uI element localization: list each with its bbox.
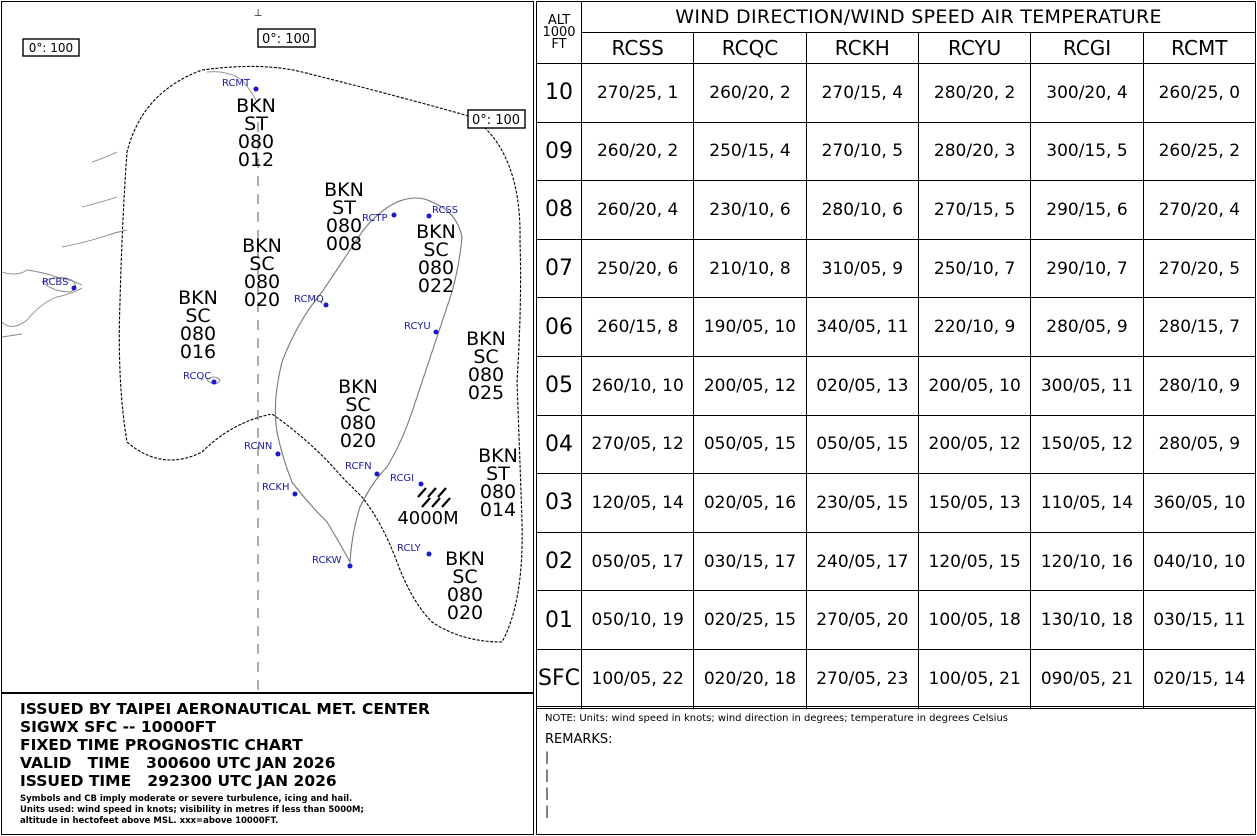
cloud-amount: BKN xyxy=(236,95,276,117)
station-dot xyxy=(72,286,77,291)
wind-temp-cell: 300/15, 5 xyxy=(1031,122,1143,181)
wind-temp-cell: 050/05, 17 xyxy=(582,532,694,591)
station-label: RCMQ xyxy=(294,294,324,305)
issuer-line: ISSUED BY TAIPEI AERONAUTICAL MET. CENTER xyxy=(20,700,430,718)
station-dot xyxy=(212,380,217,385)
cloud-amount: BKN xyxy=(445,548,485,570)
cloud-amount: BKN xyxy=(478,445,518,467)
cloud-type: ST xyxy=(244,113,268,135)
table-row xyxy=(537,181,1256,240)
wind-temp-cell: 260/15, 8 xyxy=(582,298,694,357)
station-label: RCTP xyxy=(362,213,388,224)
altitude-cell: 10 xyxy=(537,64,582,123)
table-row xyxy=(537,356,1256,415)
cloud-amount: BKN xyxy=(178,287,218,309)
wind-temp-cell: 280/10, 6 xyxy=(806,181,918,240)
wind-temp-cell: 100/05, 18 xyxy=(918,591,1030,650)
cloud-top: 080 xyxy=(467,364,505,386)
altitude-cell: 04 xyxy=(537,415,582,474)
table-row xyxy=(537,474,1256,533)
wind-temp-cell: 150/05, 12 xyxy=(1031,415,1143,474)
remark-line: | xyxy=(545,750,550,764)
cloud-top: 080 xyxy=(237,131,275,153)
cloud-amount: BKN xyxy=(242,235,282,257)
cloud-type: SC xyxy=(185,305,211,327)
wind-temp-cell: 270/05, 12 xyxy=(582,415,694,474)
wind-temp-cell: 200/05, 10 xyxy=(918,356,1030,415)
wind-temp-table xyxy=(536,1,1256,709)
wind-temp-cell: 050/10, 19 xyxy=(582,591,694,650)
haze-symbol xyxy=(418,488,450,507)
station-dot xyxy=(348,564,353,569)
cloud-type: SC xyxy=(249,253,275,275)
cloud-group xyxy=(324,179,364,255)
table-row xyxy=(537,64,1256,123)
wind-temp-cell: 250/20, 6 xyxy=(582,239,694,298)
wind-temp-cell: 200/05, 12 xyxy=(918,415,1030,474)
wind-temp-cell: 250/15, 4 xyxy=(694,122,806,181)
wind-temp-cell: 020/25, 15 xyxy=(694,591,806,650)
remark-line: | xyxy=(545,804,550,818)
cloud-base: 022 xyxy=(417,275,455,297)
table-row xyxy=(537,239,1256,298)
cloud-type: SC xyxy=(452,566,478,588)
wind-temp-cell: 270/20, 4 xyxy=(1143,181,1255,240)
altitude-cell: 05 xyxy=(537,356,582,415)
chart-kind-line: FIXED TIME PROGNOSTIC CHART xyxy=(20,736,303,754)
map-canvas xyxy=(2,2,533,692)
cloud-type: SC xyxy=(473,346,499,368)
wind-temp-cell: 090/05, 21 xyxy=(1031,649,1143,708)
alt-header-line: FT xyxy=(551,36,567,52)
alt-header-line: 1000 xyxy=(542,24,576,40)
remarks-label: REMARKS: xyxy=(545,732,613,747)
station-dot xyxy=(293,492,298,497)
wind-temp-cell: 190/05, 10 xyxy=(694,298,806,357)
cloud-group xyxy=(178,287,218,363)
cloud-top: 080 xyxy=(417,257,455,279)
cloud-base: 025 xyxy=(467,382,505,404)
altitude-cell: 06 xyxy=(537,298,582,357)
table-row xyxy=(537,591,1256,650)
freezing-level-text: 0°: 100 xyxy=(28,41,74,55)
station-header: RCKH xyxy=(806,33,918,64)
chart-type-line: SIGWX SFC -- 10000FT xyxy=(20,718,216,736)
valid-time-line: VALID TIME 300600 UTC JAN 2026 xyxy=(20,754,336,772)
altitude-cell: 07 xyxy=(537,239,582,298)
cloud-top: 080 xyxy=(243,271,281,293)
altitude-cell: 03 xyxy=(537,474,582,533)
wind-temp-cell: 270/15, 5 xyxy=(918,181,1030,240)
station-label: RCNN xyxy=(244,441,273,452)
wind-temp-cell: 260/25, 0 xyxy=(1143,64,1255,123)
cloud-base: 016 xyxy=(179,341,217,363)
freezing-level-box xyxy=(23,39,79,56)
wind-temp-cell: 270/25, 1 xyxy=(582,64,694,123)
station-header: RCYU xyxy=(918,33,1030,64)
cloud-amount: BKN xyxy=(338,376,378,398)
wind-temp-cell: 290/15, 6 xyxy=(1031,181,1143,240)
table-row xyxy=(537,122,1256,181)
wind-temp-cell: 270/10, 5 xyxy=(806,122,918,181)
cloud-group xyxy=(338,376,378,452)
wind-temp-cell: 150/05, 13 xyxy=(918,474,1030,533)
altitude-cell: 02 xyxy=(537,532,582,591)
wind-temp-cell: 280/15, 7 xyxy=(1143,298,1255,357)
wind-temp-cell: 040/10, 10 xyxy=(1143,532,1255,591)
alt-header xyxy=(537,2,582,64)
wind-temp-cell: 120/05, 15 xyxy=(918,532,1030,591)
freezing-level-text: 0°: 100 xyxy=(471,113,521,128)
altitude-cell: 01 xyxy=(537,591,582,650)
cloud-type: ST xyxy=(486,463,510,485)
station-dot xyxy=(375,472,380,477)
wind-temp-cell: 050/05, 15 xyxy=(806,415,918,474)
table-row xyxy=(537,649,1256,708)
wind-temp-cell: 290/10, 7 xyxy=(1031,239,1143,298)
station-label: RCQC xyxy=(183,371,212,382)
table-row xyxy=(537,415,1256,474)
wind-temp-cell: 120/10, 16 xyxy=(1031,532,1143,591)
station-header: RCGI xyxy=(1031,33,1143,64)
station-dot xyxy=(254,87,259,92)
wind-temp-cell: 280/20, 3 xyxy=(918,122,1030,181)
cloud-top: 080 xyxy=(446,584,484,606)
wind-temp-cell: 030/15, 17 xyxy=(694,532,806,591)
table-body xyxy=(537,64,1256,709)
wind-temp-cell: 260/20, 4 xyxy=(582,181,694,240)
wind-temp-cell: 280/10, 9 xyxy=(1143,356,1255,415)
notes-block xyxy=(536,706,1256,835)
mainland-coast xyxy=(2,152,127,337)
legend-line: Units used: wind speed in knots; visibility in metres if less than 5000M; xyxy=(20,805,364,815)
remark-line: | xyxy=(545,768,550,782)
legend-line: altitude in hectofeet above MSL. xxx=above 10000FT. xyxy=(20,816,279,826)
cloud-amount: BKN xyxy=(416,221,456,243)
station-label: RCKH xyxy=(262,482,290,493)
cloud-base: 012 xyxy=(237,149,275,171)
wind-temp-cell: 210/10, 8 xyxy=(694,239,806,298)
station-label: RCBS xyxy=(42,277,69,288)
station-header: RCMT xyxy=(1143,33,1255,64)
cloud-group xyxy=(242,235,282,311)
freezing-level-text: 0°: 100 xyxy=(261,32,311,47)
wind-temp-cell: 280/05, 9 xyxy=(1143,415,1255,474)
remark-line: | xyxy=(545,786,550,800)
wind-temp-cell: 270/15, 4 xyxy=(806,64,918,123)
wind-temp-cell: 260/25, 2 xyxy=(1143,122,1255,181)
visibility-label: 4000M xyxy=(397,508,459,529)
cloud-top: 080 xyxy=(179,323,217,345)
cloud-group xyxy=(466,328,506,404)
wind-temp-cell: 120/05, 14 xyxy=(582,474,694,533)
cloud-group xyxy=(445,548,485,624)
station-label: RCLY xyxy=(397,543,421,554)
table-row xyxy=(537,532,1256,591)
wind-temp-cell: 200/05, 12 xyxy=(694,356,806,415)
wind-temp-cell: 300/05, 11 xyxy=(1031,356,1143,415)
cloud-base: 020 xyxy=(243,289,281,311)
wind-temp-cell: 240/05, 17 xyxy=(806,532,918,591)
altitude-cell: 09 xyxy=(537,122,582,181)
cloud-base: 020 xyxy=(446,602,484,624)
freezing-level-box xyxy=(258,29,315,47)
wind-temp-cell: 050/05, 15 xyxy=(694,415,806,474)
station-dot xyxy=(324,303,329,308)
station-label: RCKW xyxy=(312,555,342,566)
cloud-base: 008 xyxy=(325,233,363,255)
cloud-base: 014 xyxy=(479,499,517,521)
wind-temp-cell: 340/05, 11 xyxy=(806,298,918,357)
issue-block xyxy=(1,693,534,835)
wind-temp-cell: 260/10, 10 xyxy=(582,356,694,415)
wind-temp-cell: 260/20, 2 xyxy=(694,64,806,123)
wind-temp-cell: 250/10, 7 xyxy=(918,239,1030,298)
sigwx-map xyxy=(1,1,534,693)
wind-temp-cell: 020/05, 16 xyxy=(694,474,806,533)
wind-temp-cell: 280/20, 2 xyxy=(918,64,1030,123)
station-dot xyxy=(427,552,432,557)
table-title: WIND DIRECTION/WIND SPEED AIR TEMPERATURE xyxy=(582,2,1256,33)
wind-temp-cell: 100/05, 21 xyxy=(918,649,1030,708)
issued-time-line: ISSUED TIME 292300 UTC JAN 2026 xyxy=(20,772,337,790)
cloud-amount: BKN xyxy=(466,328,506,350)
altitude-cell: 08 xyxy=(537,181,582,240)
station-dot xyxy=(276,452,281,457)
wind-temp-cell: 310/05, 9 xyxy=(806,239,918,298)
station-label: RCSS xyxy=(432,205,459,216)
station-header: RCQC xyxy=(694,33,806,64)
station-dot xyxy=(392,213,397,218)
cloud-type: ST xyxy=(332,197,356,219)
wind-temp-cell: 270/05, 20 xyxy=(806,591,918,650)
cloud-top: 080 xyxy=(339,412,377,434)
wind-temp-cell: 030/15, 11 xyxy=(1143,591,1255,650)
wind-temp-cell: 020/15, 14 xyxy=(1143,649,1255,708)
top-tick: ⊥ xyxy=(253,8,263,19)
wind-temp-cell: 230/10, 6 xyxy=(694,181,806,240)
cloud-group xyxy=(416,221,456,297)
station-dot xyxy=(434,330,439,335)
cloud-group xyxy=(236,95,276,171)
cloud-group xyxy=(478,445,518,521)
table-row xyxy=(537,298,1256,357)
cloud-type: SC xyxy=(423,239,449,261)
wind-temp-cell: 020/20, 18 xyxy=(694,649,806,708)
cloud-top: 080 xyxy=(325,215,363,237)
wind-temp-cell: 280/05, 9 xyxy=(1031,298,1143,357)
wind-temp-cell: 110/05, 14 xyxy=(1031,474,1143,533)
wind-temp-cell: 220/10, 9 xyxy=(918,298,1030,357)
cloud-base: 020 xyxy=(339,430,377,452)
altitude-cell: SFC xyxy=(537,649,582,708)
station-label: RCFN xyxy=(345,461,372,472)
station-dot xyxy=(427,214,432,219)
cloud-top: 080 xyxy=(479,481,517,503)
wind-temp-cell: 260/20, 2 xyxy=(582,122,694,181)
legend-line: Symbols and CB imply moderate or severe turbulence, icing and hail. xyxy=(20,794,353,804)
wind-temp-cell: 230/05, 15 xyxy=(806,474,918,533)
wind-temp-cell: 100/05, 22 xyxy=(582,649,694,708)
freezing-level-box xyxy=(468,110,525,128)
wind-temp-cell: 130/10, 18 xyxy=(1031,591,1143,650)
station-header: RCSS xyxy=(582,33,694,64)
station-label: RCGI xyxy=(390,473,415,484)
station-dot xyxy=(419,482,424,487)
wind-temp-cell: 360/05, 10 xyxy=(1143,474,1255,533)
wind-temp-cell: 300/20, 4 xyxy=(1031,64,1143,123)
station-label: RCYU xyxy=(404,321,431,332)
cloud-amount: BKN xyxy=(324,179,364,201)
cloud-type: SC xyxy=(345,394,371,416)
alt-header-line: ALT xyxy=(547,12,571,28)
wind-temp-cell: 270/05, 23 xyxy=(806,649,918,708)
units-note: NOTE: Units: wind speed in knots; wind direction in degrees; temperature in degrees Celsius xyxy=(545,713,1009,724)
wind-temp-cell: 020/05, 13 xyxy=(806,356,918,415)
wind-temp-cell: 270/20, 5 xyxy=(1143,239,1255,298)
station-label: RCMT xyxy=(222,78,251,89)
